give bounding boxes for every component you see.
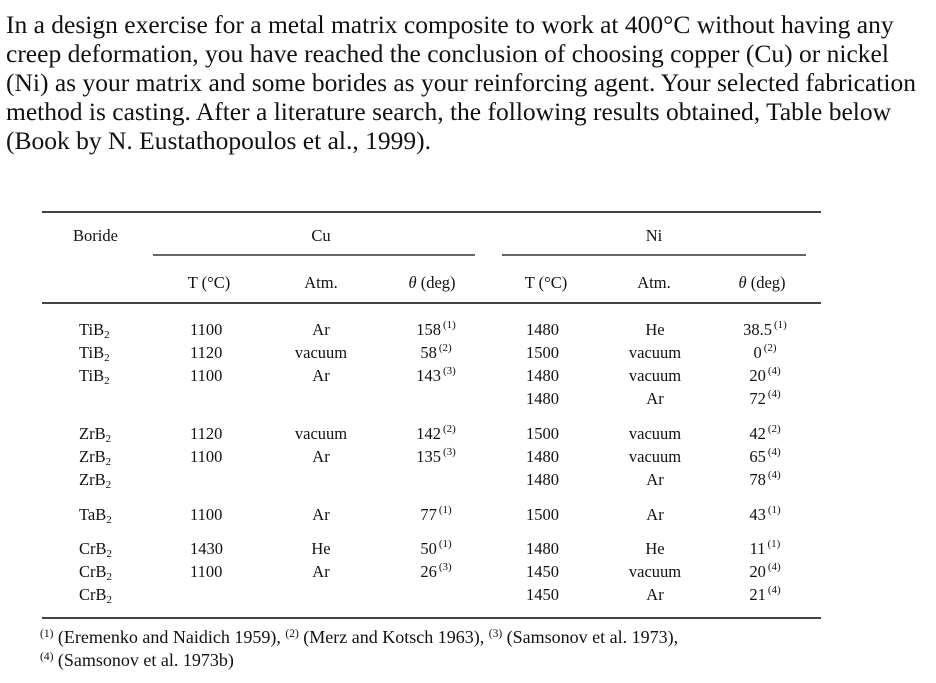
zrb2-ni-angle: 42 $^{(2)}$ 65 $^{(4)}$ 78 $^{(4)}$ bbox=[749, 423, 781, 489]
tab2-boride-column bbox=[79, 503, 112, 526]
boride-formula: TiB$_2$ bbox=[79, 343, 110, 364]
tib2-cu-temperature: 1100 1120 1100 bbox=[190, 320, 223, 385]
crb2-boride-column bbox=[79, 537, 112, 606]
intro-line: creep deformation, you have reached the conclusion of choosing copper (Cu) or nickel bbox=[6, 39, 889, 68]
intro-line: In a design exercise for a metal matrix composite to work at 400°C without having any bbox=[6, 10, 894, 39]
header-cu-temperature: T (°C) bbox=[187, 273, 231, 292]
header-boride: Boride bbox=[73, 226, 118, 245]
references-line-1 bbox=[40, 627, 678, 647]
table-bottom-rule bbox=[42, 617, 821, 619]
boride-formula: ZrB$_2$ bbox=[79, 447, 112, 468]
crb2-ni-atmosphere: He vacuum Ar bbox=[628, 539, 682, 604]
ref-text: (Merz and Kotsch 1963), bbox=[298, 627, 489, 647]
ref-text: (Samsonov et al. 1973), bbox=[502, 627, 679, 647]
intro-line: (Book by N. Eustathopoulos et al., 1999). bbox=[6, 126, 431, 155]
header-cu-angle bbox=[408, 273, 455, 293]
header-ni-atmosphere: Atm. bbox=[637, 273, 671, 292]
tab2-ni-atmosphere: Ar bbox=[646, 505, 664, 524]
header-cu-atmosphere: Atm. bbox=[304, 273, 338, 292]
zrb2-ni-temperature: 1500 1480 1480 bbox=[526, 424, 559, 489]
zrb2-cu-temperature: 1120 1100 bbox=[190, 424, 223, 466]
boride-formula: CrB$_2$ bbox=[79, 539, 113, 560]
ref-mark: (2) bbox=[285, 628, 299, 640]
crb2-cu-temperature: 1430 1100 bbox=[190, 539, 223, 581]
boride-formula: ZrB$_2$ bbox=[79, 424, 112, 445]
tab2-cu-atmosphere: Ar bbox=[312, 505, 330, 524]
tib2-cu-angle: 158 $^{(1)}$ 58 $^{(2)}$ 143 $^{(3)}$ bbox=[416, 319, 456, 385]
intro-line: (Ni) as your matrix and some borides as your reinforcing agent. Your selected fabrication bbox=[6, 68, 916, 97]
theta-symbol: θ bbox=[738, 273, 747, 292]
tab2-cu-temperature: 1100 bbox=[190, 505, 223, 524]
references-line-2 bbox=[40, 650, 234, 670]
ni-group-rule bbox=[502, 254, 806, 256]
ref-text: (Samsonov et al. 1973b) bbox=[53, 650, 234, 670]
ref-mark: (3) bbox=[488, 628, 503, 640]
zrb2-boride-column bbox=[79, 422, 111, 491]
tib2-boride-column bbox=[79, 318, 110, 387]
boride-formula: CrB$_2$ bbox=[79, 585, 113, 606]
ref-text: (Eremenko and Naidich 1959), bbox=[53, 627, 286, 647]
tib2-ni-angle: 38.5 $^{(1)}$ 0 $^{(2)}$ 20 $^{(4)}$ 72 $^{(4)}$ bbox=[743, 319, 787, 408]
zrb2-ni-atmosphere: vacuum vacuum Ar bbox=[628, 424, 682, 489]
boride-formula: TaB$_2$ bbox=[79, 505, 112, 526]
header-ni-temperature: T (°C) bbox=[524, 273, 568, 292]
problem-statement bbox=[6, 10, 930, 155]
intro-line: method is casting. After a literature search, the following results obtained, Table below bbox=[6, 97, 892, 126]
tab2-cu-angle: 77 $^{(1)}$ bbox=[420, 504, 452, 524]
angle-unit: (deg) bbox=[746, 273, 786, 292]
header-bottom-rule bbox=[42, 302, 821, 304]
cu-group-rule bbox=[153, 254, 475, 256]
theta-symbol: θ bbox=[408, 273, 417, 292]
tib2-ni-temperature: 1480 1500 1480 1480 bbox=[526, 320, 559, 408]
tib2-ni-atmosphere: He vacuum vacuum Ar bbox=[628, 320, 682, 408]
zrb2-cu-angle: 142 $^{(2)}$ 135 $^{(3)}$ bbox=[416, 423, 456, 466]
tab2-ni-angle: 43 $^{(1)}$ bbox=[749, 504, 781, 524]
boride-formula: TiB$_2$ bbox=[79, 366, 110, 387]
tab2-ni-temperature: 1500 bbox=[526, 505, 559, 524]
crb2-cu-atmosphere: He Ar bbox=[311, 539, 331, 581]
header-ni: Ni bbox=[645, 226, 663, 245]
boride-formula: ZrB$_2$ bbox=[79, 470, 112, 491]
crb2-ni-angle: 11 $^{(1)}$ 20 $^{(4)}$ 21 $^{(4)}$ bbox=[749, 538, 781, 604]
table-top-rule bbox=[42, 211, 821, 213]
crb2-cu-angle: 50 $^{(1)}$ 26 $^{(3)}$ bbox=[420, 538, 452, 581]
ref-mark: (1) bbox=[40, 628, 54, 640]
angle-unit: (deg) bbox=[416, 273, 456, 292]
zrb2-cu-atmosphere: vacuum Ar bbox=[294, 424, 348, 466]
boride-formula: CrB$_2$ bbox=[79, 562, 113, 583]
header-ni-angle bbox=[738, 273, 785, 293]
header-cu: Cu bbox=[311, 226, 331, 245]
tib2-cu-atmosphere: Ar vacuum Ar bbox=[294, 320, 348, 385]
boride-formula: TiB$_2$ bbox=[79, 320, 110, 341]
ref-mark: (4) bbox=[40, 651, 54, 663]
crb2-ni-temperature: 1480 1450 1450 bbox=[526, 539, 559, 604]
